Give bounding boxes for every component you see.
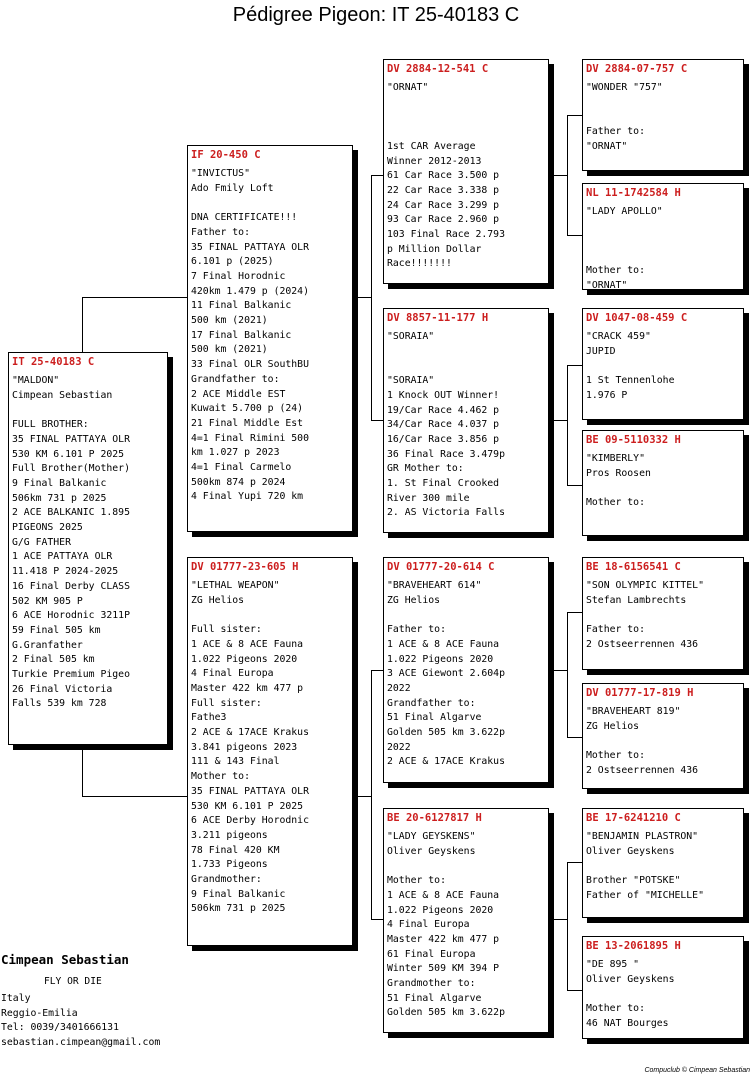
pigeon-card-subject[interactable] [8,352,168,745]
pigeon-card-dam-sire[interactable] [383,557,549,783]
pigeon-details: "SORAIA" "SORAIA" 1 Knock OUT Winner! 19/Car Race 4.462 p 34/Car Race 4.037 p 16/Car Race 3.856 p 36 Final Race 3.479p GR Mother to: 1. St Final Crooked River 300 mile 2. AS Victoria Falls [387,331,505,519]
pigeon-card-dd-dam[interactable] [582,936,744,1039]
connector-ds-dam [567,737,582,738]
connector-sd-sire [567,365,582,366]
connector-dam-dam [371,919,383,920]
owner-name: Cimpean Sebastian [1,952,129,967]
pigeon-card-ds-sire[interactable] [582,557,744,670]
owner-motto: FLY OR DIE [44,976,102,987]
pigeon-card-sd-sire[interactable] [582,308,744,420]
connector-dam-vertical [371,670,372,920]
connector-to-dam [82,796,187,797]
footer-credit: Compuclub © Cimpean Sebastian [644,1067,750,1074]
pigeon-card-sd-dam[interactable] [582,430,744,536]
pigeon-details: "BRAVEHEART 614" ZG Helios Father to: 1 ACE & 8 ACE Fauna 1.022 Pigeons 2020 3 ACE Giewont 2.604p 2022 Grandfather to: 51 Final Algarve Golden 505 km 3.622p 2022 2 ACE & 17ACE Krakus [387,580,505,768]
pigeon-card-sire-dam[interactable] [383,308,549,533]
connector-ds-sire [567,612,582,613]
pigeon-card-dam-dam[interactable] [383,808,549,1033]
pigeon-card-sire[interactable] [187,145,353,532]
connector-sire-dam [371,420,383,421]
page-title: Pédigree Pigeon: IT 25-40183 C [232,4,520,26]
pigeon-details: "MALDON" Cimpean Sebastian FULL BROTHER: 35 FINAL PATTAYA OLR 530 KM 6.101 P 2025 Full Brother(Mother) 9 Final Balkanic 506km 731 p 2025 2 ACE BALKANIC 1.895 PIGEONS 2025 G/G FATHER 1 ACE PATTAYA OLR 11.418 P 2024-2025 16 Final Derby CLASS 502 KM 905 P 6 ACE Horodnic 3211P 59 Final 505 km G.Granfather 2 Final 505 km Turkie Premium Pigeo 26 Final Victoria Falls 539 km 728 [12,375,130,710]
connector-ss-dam [567,235,582,236]
connector-sire-vertical [371,175,372,421]
connector-to-sire [82,297,187,298]
ring-number: NL 11-1742584 H [586,187,681,199]
ring-number: BE 13-2061895 H [586,940,681,952]
pigeon-details: "KIMBERLY" Pros Roosen Mother to: [586,453,651,509]
connector-ss-branch [548,175,568,176]
connector-ds-branch [548,670,568,671]
pigeon-details: "INVICTUS" Ado Fmily Loft DNA CERTIFICATE!!! Father to: 35 FINAL PATTAYA OLR 6.101 p (2025) 7 Final Horodnic 420km 1.479 p (2024) 11 Final Balkanic 500 km (2021) 17 Final Balkanic 500 km (2021) 33 Final OLR SouthBU Grandfather to: 2 ACE Middle EST Kuwait 5.700 p (24) 21 Final Middle Est 4=1 Final Rimini 500 km 1.027 p 2023 4=1 Final Carmelo 500km 874 p 2024 4 Final Yupi 720 km [191,168,309,503]
pigeon-card-ss-sire[interactable] [582,59,744,171]
ring-number: DV 2884-07-757 C [586,63,688,75]
connector-sd-dam [567,485,582,486]
ring-number: DV 1047-08-459 C [586,312,688,324]
pigeon-details: "LADY APOLLO" Mother to: "ORNAT" [586,206,663,290]
connector-dd-branch [548,919,568,920]
connector-dd-dam [567,990,582,991]
connector-sd-branch [548,420,568,421]
connector-subject-vertical-lower [82,745,83,797]
connector-ss-sire [567,115,582,116]
ring-number: DV 01777-20-614 C [387,561,495,573]
pigeon-details: "SON OLYMPIC KITTEL" Stefan Lambrechts Father to: 2 Ostseerrennen 436 [586,580,704,650]
ring-number: BE 17-6241210 C [586,812,681,824]
pigeon-card-dam[interactable] [187,557,353,946]
ring-number: IT 25-40183 C [12,356,95,368]
connector-dd-vertical [567,862,568,991]
pigeon-details: "CRACK 459" JUPID 1 St Tennenlohe 1.976 P [586,331,675,401]
pigeon-details: "LETHAL WEAPON" ZG Helios Full sister: 1 ACE & 8 ACE Fauna 1.022 Pigeons 2020 4 Final Europa Master 422 km 477 p Full sister: Fathe3 2 ACE & 17ACE Krakus 3.841 pigeons 2023 111 & 143 Final Mother to: 35 FINAL PATTAYA OLR 530 KM 6.101 P 2025 6 ACE Derby Horodnic 3.211 pigeons 78 Final 420 KM 1.733 Pigeons Grandmother: 9 Final Balkanic 506km 731 p 2025 [191,580,309,915]
ring-number: DV 01777-23-605 H [191,561,299,573]
connector-sire-branch [352,297,372,298]
pigeon-card-sire-sire[interactable] [383,59,549,284]
pigeon-details: "LADY GEYSKENS" Oliver Geyskens Mother to: 1 ACE & 8 ACE Fauna 1.022 Pigeons 2020 4 Final Europa Master 422 km 477 p 61 Final Europa Winter 509 KM 394 P Grandmother to: 51 Final Algarve Golden 505 km 3.622p [387,831,505,1019]
pigeon-card-ds-dam[interactable] [582,683,744,789]
connector-ss-vertical [567,115,568,236]
pigeon-details: "BRAVEHEART 819" ZG Helios Mother to: 2 Ostseerrennen 436 [586,706,699,776]
ring-number: DV 8857-11-177 H [387,312,489,324]
ring-number: BE 18-6156541 C [586,561,681,573]
ring-number: DV 2884-12-541 C [387,63,489,75]
pigeon-card-dd-sire[interactable] [582,808,744,918]
owner-contact: Italy Reggio-Emilia Tel: 0039/3401666131 sebastian.cimpean@gmail.com [1,993,161,1049]
connector-dd-sire [567,862,582,863]
ring-number: BE 20-6127817 H [387,812,482,824]
pigeon-details: "BENJAMIN PLASTRON" Oliver Geyskens Brother "POTSKE" Father of "MICHELLE" [586,831,704,901]
connector-sd-vertical [567,365,568,486]
connector-ds-vertical [567,612,568,738]
connector-dam-sire [371,670,383,671]
connector-subject-vertical [82,297,83,353]
ring-number: DV 01777-17-819 H [586,687,694,699]
pigeon-details: "WONDER "757" Father to: "ORNAT" [586,82,663,152]
pigeon-card-ss-dam[interactable] [582,183,744,290]
pigeon-details: "DE 895 " Oliver Geyskens Mother to: 46 NAT Bourges [586,959,675,1029]
ring-number: IF 20-450 C [191,149,261,161]
ring-number: BE 09-5110332 H [586,434,681,446]
connector-dam-branch [352,796,372,797]
connector-sire-sire [371,175,383,176]
pigeon-details: "ORNAT" 1st CAR Average Winner 2012-2013 61 Car Race 3.500 p 22 Car Race 3.338 p 24 Car Race 3.299 p 93 Car Race 2.960 p 103 Final Race 2.793 p Million Dollar Race!!!!!!! [387,82,505,270]
